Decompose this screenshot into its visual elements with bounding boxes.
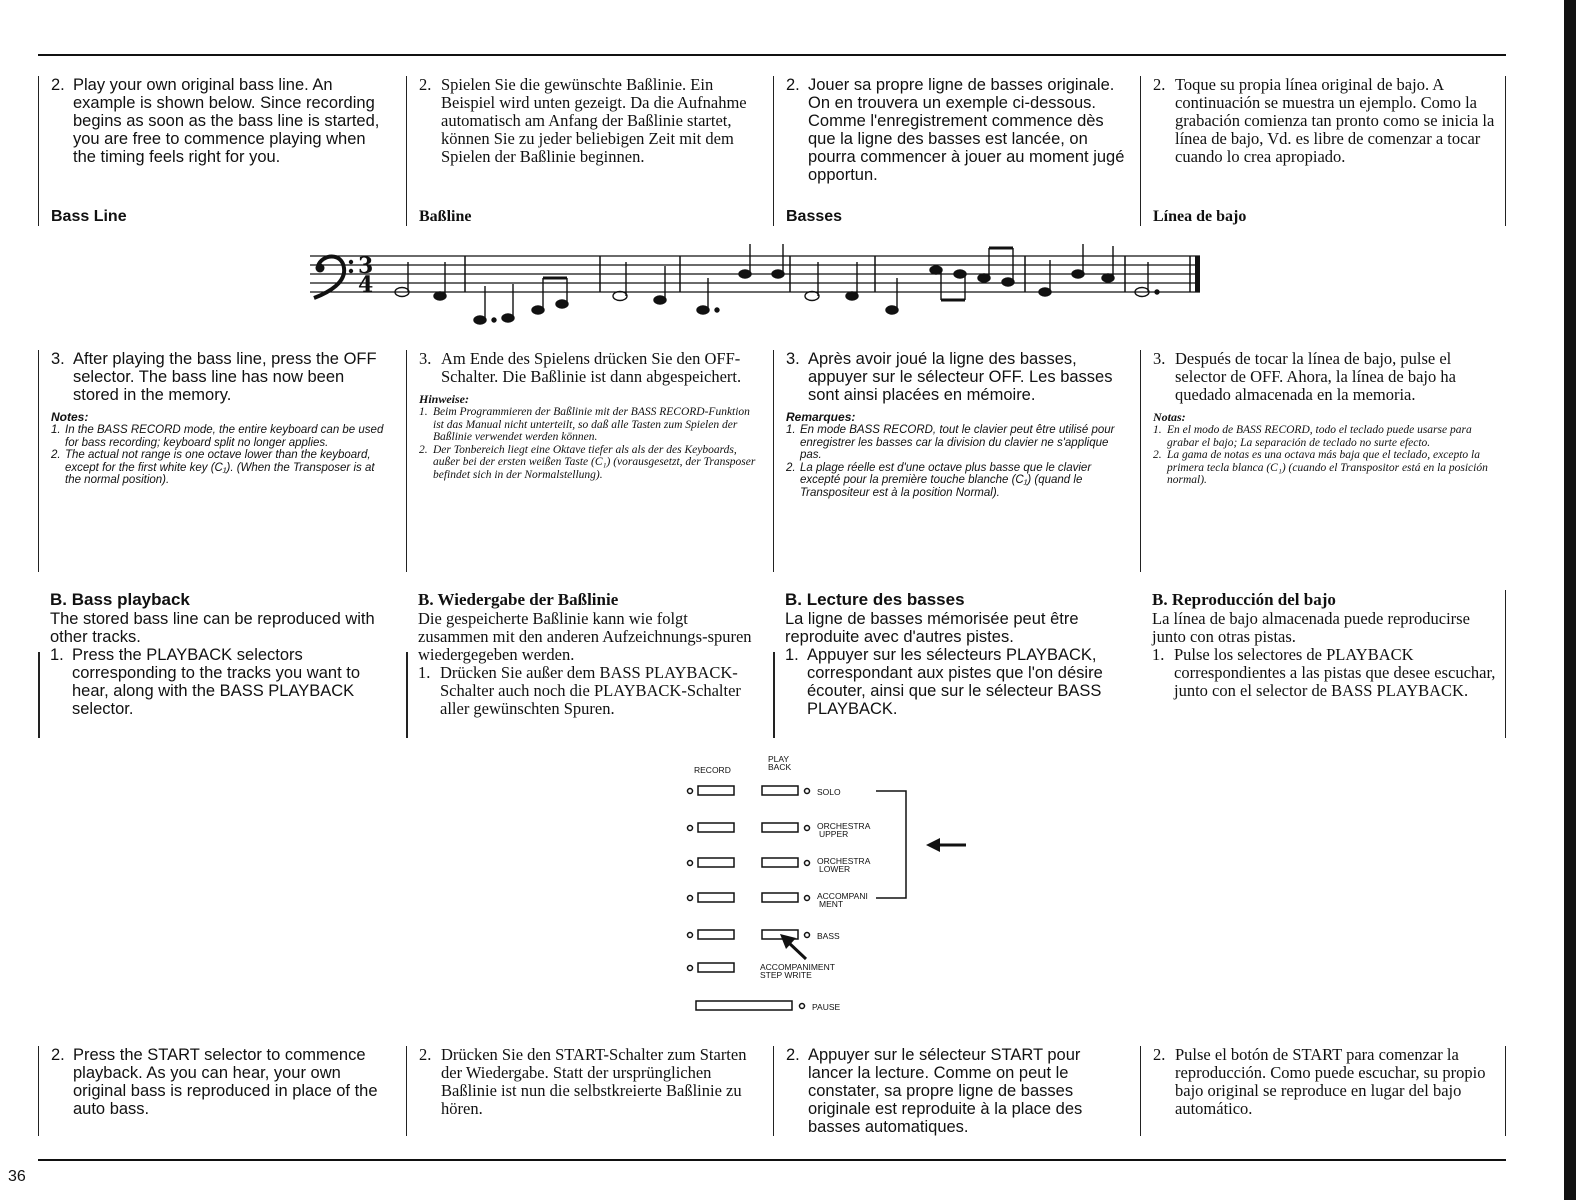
- basses-label-fr: Basses: [786, 208, 843, 225]
- playback-heading: B. Bass playback: [50, 590, 190, 609]
- pointer-arrow-icon: [780, 934, 806, 959]
- arrow-left-icon: [926, 838, 966, 852]
- playback-es: B. Reproducción del bajo La línea de bajo almacenada puede reproducirse junto con otras pistas. 1. Pulse los selectores de PLAYBACK correspondientes a las pistas que desee escuchar, junto con el selector de BASS PLAYBACK.: [1140, 590, 1506, 738]
- panel-row-accompaniment: ACCOMPANI: [817, 891, 868, 901]
- notes-title-fr: Remarques:: [786, 410, 856, 424]
- panel-row-orchestra-lower-2: LOWER: [819, 864, 851, 874]
- notes-title: Notes:: [51, 410, 89, 424]
- time-signature-bottom: 4: [358, 272, 374, 298]
- playback-heading-es: B. Reproducción del bajo: [1152, 590, 1336, 609]
- panel-row-bass: BASS: [817, 931, 840, 941]
- step2-de: 2. Spielen Sie die gewünschte Baßlinie. Ein Beispiel wird unten gezeigt. Da die Aufnahme automatisch am Anfang der Baßlinie startet, können Sie zu jeder beliebigen Zeit mit dem Spielen der Baßlinie beginnen. Baßline: [406, 76, 758, 226]
- playback-fr: B. Lecture des basses La ligne de basses mémorisée peut être reproduite avec d'autres pistes. 1. Appuyer sur les sélecteurs PLAYBACK, correspondant aux pistes que l'on désire écouter, ainsi que sur le sélecteur BASS PLAYBACK.: [773, 590, 1125, 738]
- step2-fr: 2. Jouer sa propre ligne de basses originale. On en trouvera un exemple ci-dessous. Comme l'enregistrement commence dès que la ligne des basses est lancée, on pourra commencer à jouer au moment jugé opportun. Basses: [773, 76, 1125, 226]
- notes-title-de: Hinweise:: [419, 392, 469, 406]
- notes-title-es: Notas:: [1153, 410, 1186, 424]
- step2b-de: 2. Drücken Sie den START-Schalter zum Starten der Wiedergabe. Statt der ursprünglichen Baßlinie ist nun die selbstkreierte Baßlinie zu hören.: [406, 1046, 758, 1136]
- pause-label: PAUSE: [812, 1002, 841, 1012]
- bass-line-label: Bass Line: [51, 208, 127, 225]
- step2b-fr: 2. Appuyer sur le sélecteur START pour lancer la lecture. Comme on peut le constater, sa propre ligne de basses originale est reproduite à la place des basses automatiques.: [773, 1046, 1125, 1136]
- playback-label-top: PLAY: [768, 754, 790, 764]
- page-edge: [1564, 0, 1576, 1200]
- time-signature-top: 3: [358, 253, 374, 279]
- linea-de-bajo-label: Línea de bajo: [1153, 208, 1247, 225]
- panel-row-orchestra-upper: ORCHESTRA: [817, 821, 871, 831]
- step3-de: 3. Am Ende des Spielens drücken Sie den OFF-Schalter. Die Baßlinie ist dann abgespeichert. Hinweise: 1. Beim Programmieren der Baßlinie mit der BASS RECORD-Funktion ist das Manual nicht unterteilt, so daß alle Tasten zum Spielen der Baßlinie verwendet werden können. 2. Der Tonbereich liegt eine Oktave tiefer als als der des Keyboards, außer bei der ersten weißen Taste (C₁) (vorausgesetzt, der Transposer befindet sich in der Normalstellung).: [406, 350, 758, 572]
- top-rule: [38, 54, 1506, 56]
- record-label: RECORD: [694, 765, 731, 775]
- step2b-en: 2. Press the START selector to commence playback. As you can hear, your own original bass is reproduced in place of the auto bass.: [38, 1046, 390, 1136]
- bassline-label-de: Baßline: [419, 208, 472, 225]
- bottom-rule: [38, 1159, 1506, 1161]
- playback-en: B. Bass playback The stored bass line can be reproduced with other tracks. 1. Press the PLAYBACK selectors corresponding to the tracks you want to hear, along with the BASS PLAYBACK selector.: [38, 590, 390, 738]
- step3-en: 3. After playing the bass line, press the OFF selector. The bass line has now been stored in the memory. Notes: 1. In the BASS RECORD mode, the entire keyboard can be used for bass recording; keyboard split no longer applies. 2. The actual not range is one octave lower than the keyboard, except for the first white key (C₁). (When the Transposer is at the normal position).: [38, 350, 390, 572]
- bass-line-notation: [300, 238, 1210, 328]
- page-number: 36: [8, 1168, 26, 1185]
- step2b-es: 2. Pulse el botón de START para comenzar la reproducción. Como puede escuchar, su propio bajo original se reproduce en lugar del bajo automático.: [1140, 1046, 1506, 1136]
- panel-row-step-write-2: STEP WRITE: [760, 970, 812, 980]
- playback-heading-de: B. Wiedergabe der Baßlinie: [418, 590, 619, 609]
- playback-de: B. Wiedergabe der Baßlinie Die gespeicherte Baßlinie kann wie folgt zusammen mit den anderen Aufzeichnungs-spuren wiedergegeben werden. 1. Drücken Sie außer dem BASS PLAYBACK-Schalter auch noch die PLAYBACK-Schalter aller gewünschten Spuren.: [406, 590, 758, 738]
- panel-row-accompaniment-2: MENT: [819, 899, 844, 909]
- playback-panel-diagram: [676, 752, 986, 1022]
- playback-heading-fr: B. Lecture des basses: [785, 590, 965, 609]
- panel-row-solo: SOLO: [817, 787, 841, 797]
- step2-en: 2. Play your own original bass line. An example is shown below. Since recording begins as soon as the bass line is started, you are free to commence playing when the timing feels right for you. Bass Line: [38, 76, 390, 226]
- step3-fr: 3. Après avoir joué la ligne des basses, appuyer sur le sélecteur OFF. Les basses sont ainsi placées en mémoire. Remarques: 1. En mode BASS RECORD, tout le clavier peut être utilisé pour enregistrer les basses car la division du clavier ne s'applique pas. 2. La plage réelle est d'une octave plus basse que le clavier excepté pour la première touche blanche (C₁) (quand le Transpositeur est à la position Normal).: [773, 350, 1125, 572]
- panel-row-orchestra-upper-2: UPPER: [819, 829, 849, 839]
- step2-es: 2. Toque su propia línea original de bajo. A continuación se muestra un ejemplo. Como la grabación comienza tan pronto como se inicia la línea de bajo, Vd. es libre de comenzar a tocar cuando lo crea apropiado. Línea de bajo: [1140, 76, 1506, 226]
- panel-row-orchestra-lower: ORCHESTRA: [817, 856, 871, 866]
- step3-es: 3. Después de tocar la línea de bajo, pulse el selector de OFF. Ahora, la línea de bajo ha quedado almacenada en la memoria. Notas: 1. En el modo de BASS RECORD, todo el teclado puede usarse para grabar el bajo; La separación de teclado no surte efecto. 2. La gama de notas es una octava más baja que el teclado, excepto la primera tecla blanca (C₁) (cuando el Transpositor está en la posición normal).: [1140, 350, 1506, 572]
- playback-label-bottom: BACK: [768, 762, 792, 772]
- panel-row-step-write: ACCOMPANIMENT: [760, 962, 835, 972]
